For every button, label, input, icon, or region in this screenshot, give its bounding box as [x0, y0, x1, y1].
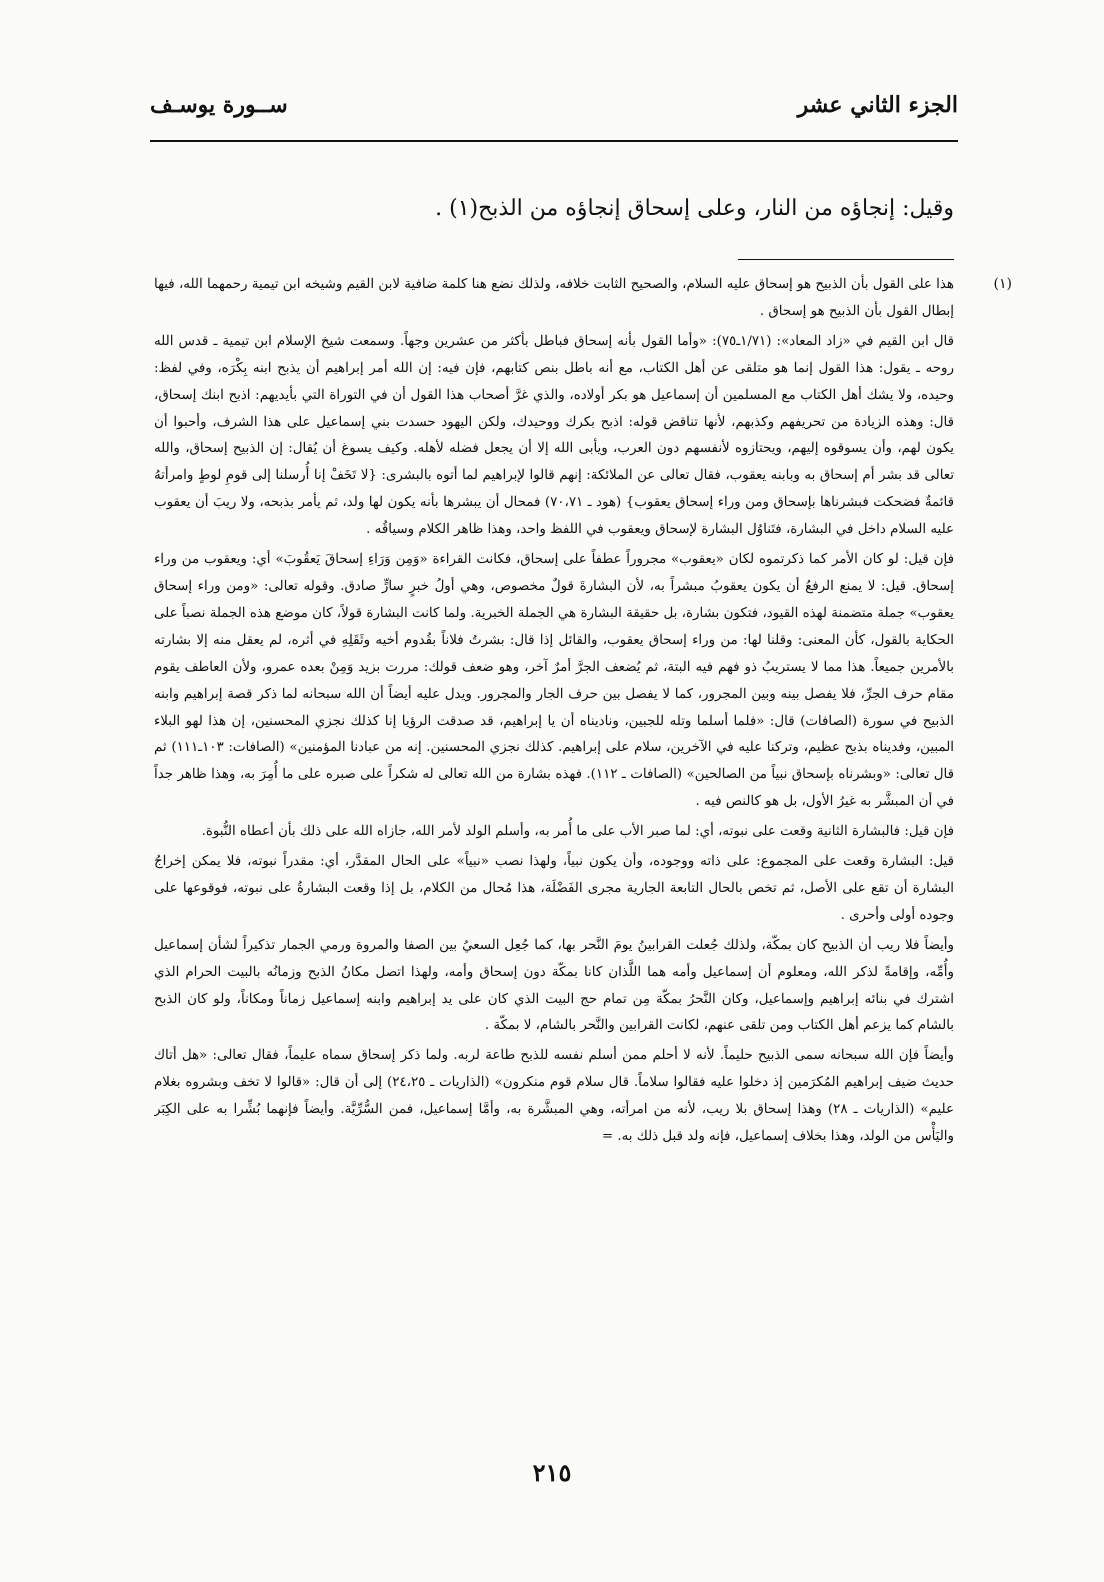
surah-title: ســورة يوسـف: [150, 92, 288, 118]
main-text: وقيل: إنجاؤه من النار، وعلى إسحاق إنجاؤه من الذبح(١) .: [435, 196, 954, 221]
page-number: ٢١٥: [532, 1458, 572, 1487]
footnote-separator: [738, 259, 954, 260]
footnote-paragraph: وأيضاً فإن الله سبحانه سمى الذبيح حليماً. لأنه لا أحلم ممن أسلم نفسه للذبح طاعة لربه. ولما ذكر إسحاق سماه عليماً، فقال تعالى: «هل أتاك حديث ضيف إبراهيم المُكرَمين إذ دخلوا عليه فقالوا سلاماً. قال سلام قوم منكرون» (الذاريات ـ ٢٤،٢٥) إلى أن قال: «قالوا لا تخف وبشروه بغلام عليم» (الذاريات ـ ٢٨) وهذا إسحاق بلا ريب، لأنه من امرأته، وهي المبشَّرة به، وأمَّا إسماعيل، فمن السُّرِّيَّة. وأيضاً فإنهما بُشِّرا به على الكِبَر واليَأْس من الولد، وهذا بخلاف إسماعيل، فإنه ولد قبل ذلك به. =: [154, 1048, 954, 1145]
footnote-paragraph: وأيضاً فلا ريب أن الذبيح كان بمكّة، ولذلك جُعلت القرابينُ يومَ النَّحر بها، كما جُعِل السعيُ بين الصفا والمروة ورمي الجمار تذكيراً لشأن إسماعيل وأُمِّه، وإقامةً لذكر الله، ومعلوم أن إسماعيل وأمه هما اللَّذان كانا بمكّة دون إسحاق وأمه، ولهذا اتصل مكانُ الذبح وزمانُه بالبيت الحرام الذي اشترك في بنائه إبراهيم وإسماعيل، وكان النَّحرُ بمكّة مِن تمام حج البيت الذي كان على يد إبراهيم وابنه إسماعيل زماناً ومكاناً، ولو كان الذبح بالشام كما يزعم أهل الكتاب ومن تلقى عنهم، لكانت القرابين والنَّحر بالشام، لا بمكّة .: [154, 937, 954, 1034]
part-title: الجزء الثاني عشر: [797, 92, 958, 118]
footnote-paragraph: قال ابن القيم في «زاد المعاد»: (١/٧١ـ٧٥): «وأما القول بأنه إسحاق فباطل بأكثر من عشرين وجهاً. وسمعت شيخ الإسلام ابن تيمية ـ قدس الله روحه ـ يقول: هذا القول إنما هو متلقى عن أهل الكتاب، مع أنه باطل بنص كتابهم، فإن فيه: إن الله أمر إبراهيم أن يذبح ابنه بِكْرَه، وفي لفظ: وحيده، ولا يشك أهل الكتاب مع المسلمين أن إسماعيل هو بكر أولاده، والذي غرَّ أصحاب هذا القول أن في التوراة التي بأيديهم: اذبح ابنك إسحاق، قال: وهذه الزيادة من تحريفهم وكذبهم، لأنها تناقض قوله: اذبح بكرك ووحيدك، ولكن اليهود حسدت بني إسماعيل على هذا الشرف، وأحبوا أن يكون لهم، وأن يسوقوه إليهم، ويحتازوه لأنفسهم دون العرب، ويأبى الله إلا أن يجعل فضله لأهله. وكيف يسوغ أن يُقال: إن الذبيح إسحاق، والله تعالى قد بشر أم إسحاق به وبابنه يعقوب، فقال تعالى عن الملائكة: إنهم قالوا لإبراهيم لما أتوه بالبشرى: {لا تَخَفْ إنا أُرسلنا إلى قومِ لوطٍ وامرأتهُ قائمةٌ فضحكت فبشرناها بإسحاق ومن وراء إسحاق يعقوب} (هود ـ ٧٠،٧١) فمحال أن يبشرها بأنه يكون لها ولد، ثم يأمر بذبحه، ولا ريبَ أن يعقوب عليه السلام داخل في البشارة، فتَناوُل البشارة لإسحاق ويعقوب في اللفظ واحد، وهذا ظاهر الكلام وسياقُه .: [154, 333, 954, 538]
footnote-paragraph: فإن قيل: فالبشارة الثانية وقعت على نبوته، أي: لما صبر الأب على ما أُمر به، وأسلم الولد لأمر الله، جازاه الله على ذلك بأن أعطاه النُّبوة.: [201, 824, 954, 840]
footnote-paragraph: قيل: البشارة وقعت على المجموع: على ذاته ووجوده، وأن يكون نبياً، ولهذا نصب «نبياً» على الحال المقدَّر، أي: مقدراً نبوته، فلا يمكن إخراجُ البشارة أن تقع على الأصل، ثم تخص بالحال التابعة الجارية مجرى الفَضْلَة، هذا مُحال من الكلام، بل إذا وقعت البشارةُ على نبوته، فوقوعها على وجوده أولى وأحرى .: [154, 854, 954, 923]
running-header: [150, 92, 958, 122]
footnotes: [154, 272, 954, 1432]
footnote-number: (١): [993, 276, 1012, 292]
header-rule: [150, 140, 958, 142]
footnote-paragraph: هذا على القول بأن الذبيح هو إسحاق عليه السلام، والصحيح الثابت خلافه، ولذلك نضع هنا كلمة ضافية لابن القيم وشيخه ابن تيمية رحمهما الله، فيها إبطال القول بأن الذبيح هو إسحاق .: [154, 277, 954, 319]
footnote-paragraph: فإن قيل: لو كان الأمر كما ذكرتموه لكان «يعقوب» مجروراً عطفاً على إسحاق، فكانت القراءة «وَمِن وَرَاءِ إسحاقَ يَعقُوبَ» أي: ويعقوب من وراء إسحاق. قيل: لا يمنع الرفعُ أن يكون يعقوبُ مبشراً به، لأن البشارةَ قولٌ مخصوص، وهي أولُ خبرٍ سارٍّ صادق. وقوله تعالى: «ومن وراء إسحاق يعقوب» جملة متضمنة لهذه القيود، فتكون بشارة، بل حقيقة البشارة هي الجملة الخبرية. ولما كانت البشارة قولاً، كان موضع هذه الجملة نصباً على الحكاية بالقول، كأن المعنى: وقلنا لها: من وراء إسحاق يعقوب، والقائل إذا قال: بشرتُ فلاناً بقُدوم أخيه وثَقَلِهِ في أثره، لم يعقل منه إلا بشارته بالأمرين جميعاً. هذا مما لا يستريبُ ذو فهم فيه البتة، ثم يُضعف الجرَّ أمرٌ آخر، وهو ضعف قولك: مررت بزيد وَمِنْ بعده عمرو، ولأن العاطف يقوم مقام حرف الجرِّ، فلا يفصل بينه وبين المجرور، كما لا يفصل بين حرف الجار والمجرور. ويدل عليه أيضاً أن الله سبحانه لما ذكر قصة إبراهيم وابنه الذبيح في سورة (الصافات) قال: «فلما أسلما وتله للجبين، وناديناه أن يا إبراهيم، قد صدقت الرؤيا إنا كذلك نجزي المحسنين، إن هذا لهو البلاء المبين، وفديناه بذبح عظيم، وتركنا عليه في الآخرين، سلام على إبراهيم. كذلك نجزي المحسنين. إنه من عبادنا المؤمنين» (الصافات: ١٠٣ـ١١١) ثم قال تعالى: «وبشرناه بإسحاق نبياً من الصالحين» (الصافات ـ ١١٢). فهذه بشارة من الله تعالى له شكراً على صبره على ما أُمِرَ به، وهذا ظاهر جداً في أن المبشَّر به غيرُ الأول، بل هو كالنص فيه .: [154, 552, 954, 810]
